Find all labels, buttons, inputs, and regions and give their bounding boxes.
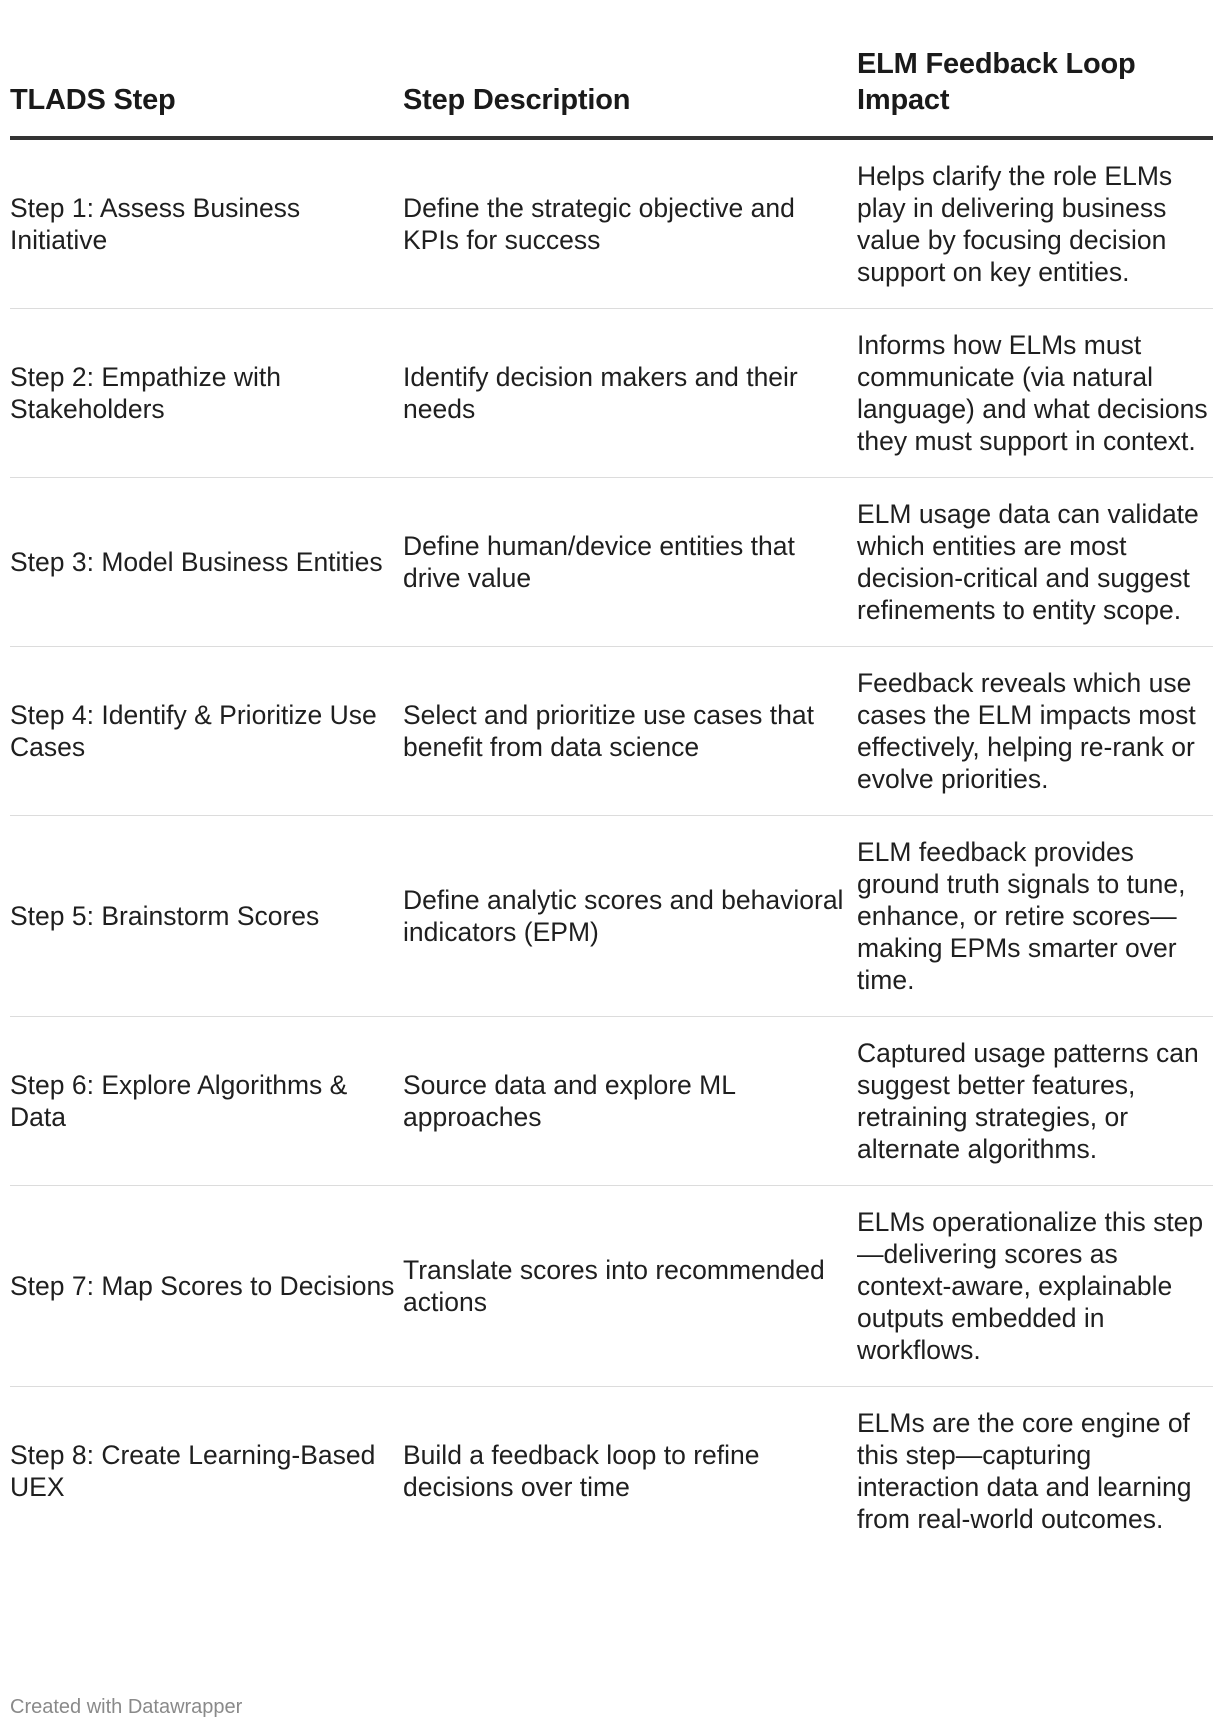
cell-step: Step 8: Create Learning-Based UEX	[10, 1440, 376, 1502]
table-header	[10, 40, 1213, 138]
cell-description: Define the strategic objective and KPIs for success	[403, 138, 857, 309]
table-row	[10, 1387, 1213, 1556]
header-row	[10, 40, 1213, 138]
cell-step: Step 1: Assess Business Initiative	[10, 138, 403, 309]
cell-description: Translate scores into recommended actions	[403, 1186, 857, 1387]
cell-description: Source data and explore ML approaches	[403, 1017, 857, 1186]
cell-impact: ELMs are the core engine of this step—capturing interaction data and learning from real-world outcomes.	[857, 1408, 1192, 1534]
cell-impact: Helps clarify the role ELMs play in delivering business value by focusing decision support on key entities.	[857, 138, 1213, 309]
table-row	[10, 478, 1213, 647]
table-row	[10, 647, 1213, 816]
cell-impact: ELM feedback provides ground truth signals to tune, enhance, or retire scores—making EPMs smarter over time.	[857, 816, 1213, 1017]
cell-step: Step 2: Empathize with Stakeholders	[10, 309, 403, 478]
cell-impact: Feedback reveals which use cases the ELM impacts most effectively, helping re-rank or evolve priorities.	[857, 647, 1213, 816]
table-row	[10, 816, 1213, 1017]
cell-impact: Captured usage patterns can suggest better features, retraining strategies, or alternate algorithms.	[857, 1017, 1213, 1186]
datawrapper-credit[interactable]: Created with Datawrapper	[10, 1696, 243, 1718]
table-row	[10, 1017, 1213, 1186]
table-row	[10, 138, 1213, 309]
cell-impact: Informs how ELMs must communicate (via natural language) and what decisions they must support in context.	[857, 309, 1213, 478]
cell-step: Step 7: Map Scores to Decisions	[10, 1186, 403, 1387]
header-tlads-step: TLADS Step	[10, 40, 403, 138]
table-row	[10, 1186, 1213, 1387]
header-elm-feedback-impact: ELM Feedback Loop Impact	[857, 40, 1213, 138]
table-row	[10, 309, 1213, 478]
cell-description: Build a feedback loop to refine decisions over time	[403, 1440, 760, 1502]
cell-impact: ELMs operationalize this step—delivering scores as context-aware, explainable outputs embedded in workflows.	[857, 1186, 1213, 1387]
cell-step: Step 3: Model Business Entities	[10, 478, 403, 647]
table-body	[10, 138, 1213, 1555]
cell-impact: ELM usage data can validate which entities are most decision-critical and suggest refinements to entity scope.	[857, 478, 1213, 647]
cell-step: Step 5: Brainstorm Scores	[10, 816, 403, 1017]
cell-description: Select and prioritize use cases that benefit from data science	[403, 647, 857, 816]
cell-description: Define human/device entities that drive value	[403, 478, 857, 647]
cell-step: Step 4: Identify & Prioritize Use Cases	[10, 647, 403, 816]
cell-description: Identify decision makers and their needs	[403, 309, 857, 478]
cell-description: Define analytic scores and behavioral indicators (EPM)	[403, 816, 857, 1017]
cell-step: Step 6: Explore Algorithms & Data	[10, 1017, 403, 1186]
header-step-description: Step Description	[403, 40, 857, 138]
tlads-table	[10, 40, 1213, 1555]
